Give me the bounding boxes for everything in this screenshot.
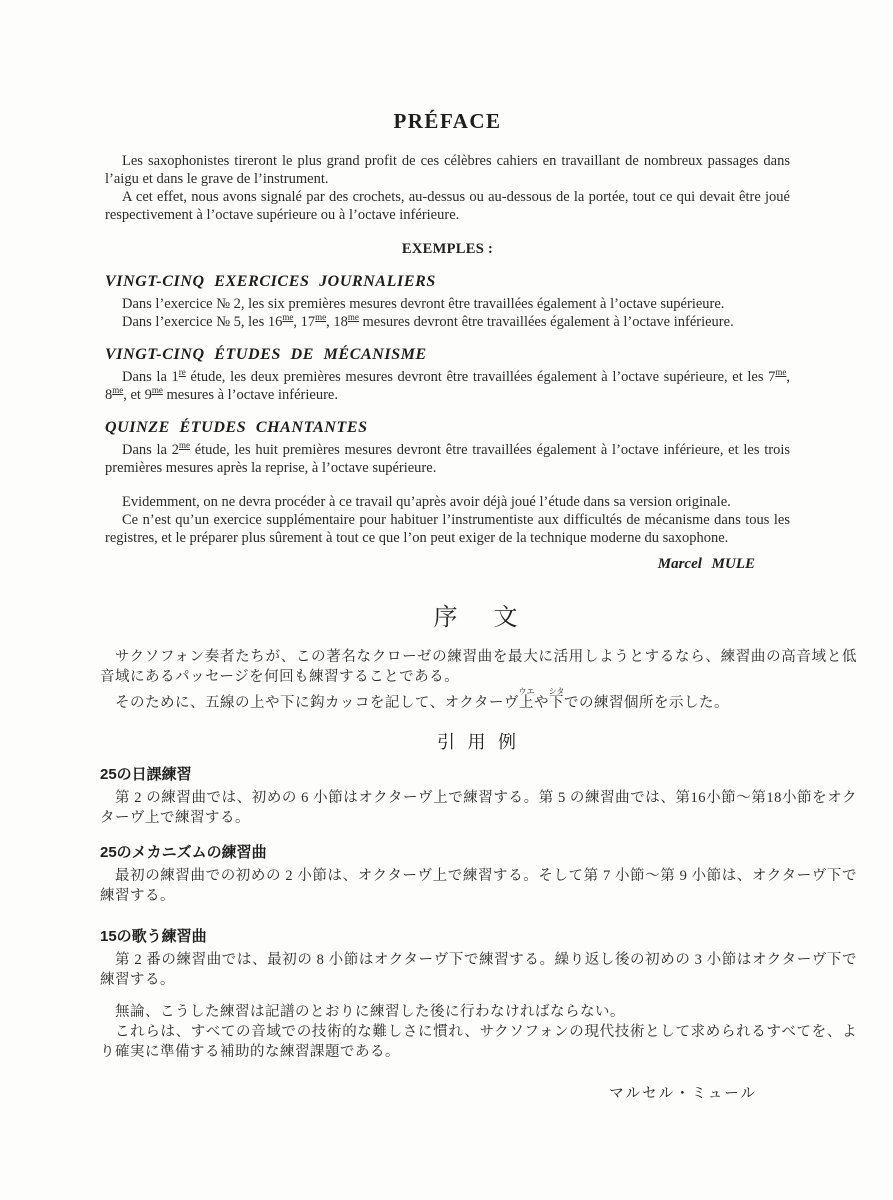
section-heading-etudes-mecanisme: VINGT-CINQ ÉTUDES DE MÉCANISME: [105, 346, 427, 363]
japanese-paragraph-1: サクソフォン奏者たちが、この著名なクローゼの練習曲を最大に活用しようとするなら、練習曲の高音域と低音域にあるパッセージを何回も練習することである。: [100, 649, 857, 685]
japanese-signature: マルセル・ミュール: [609, 1086, 757, 1102]
section-etudes-chantantes: [105, 418, 790, 477]
french-signature: Marcel MULE: [657, 556, 755, 572]
japanese-closing-paragraph-1: 無論、こうした練習は記譜のとおりに練習した後に行わなければならない。: [115, 1004, 625, 1020]
section-heading-etudes-chantantes: QUINZE ÉTUDES CHANTANTES: [105, 419, 368, 436]
section-25-daily-exercises: [100, 766, 857, 828]
french-paragraph-1: Les saxophonistes tireront le plus grand profit de ces célèbres cahiers en travaillant de nombreux passages dans l’aigu et dans le grave de l’instrument.: [105, 153, 790, 187]
section-heading-25-daily-exercises: 25の日課練習: [100, 766, 192, 783]
section-text: 第 2 の練習曲では、初めの 6 小節はオクターヴ上で練習する。第 5 の練習曲では、第16小節〜第18小節をオクターヴ上で練習する。: [100, 790, 857, 826]
section-heading-25-mechanism-etudes: 25のメカニズムの練習曲: [100, 844, 267, 861]
section-exercices-journaliers: [105, 272, 790, 331]
french-preface-section: [105, 108, 790, 573]
section-text: 第 2 番の練習曲では、最初の 8 小節はオクターヴ下で練習する。繰り返し後の初めの 3 小節はオクターヴ下で練習する。: [100, 952, 857, 988]
examples-heading: EXEMPLES :: [401, 241, 494, 257]
section-text: 最初の練習曲での初めの 2 小節は、オクターヴ上で練習する。そして第 7 小節〜第 9 小節は、オクターヴ下で練習する。: [100, 868, 857, 904]
section-25-mechanism-etudes: [100, 844, 857, 906]
section-15-singing-etudes: [100, 928, 857, 990]
section-line: Dans l’exercice № 5, les $16^{me}$, $17^{me}$, $18^{me}$ mesures devront être travaillées également à l’octave inférieure.: [122, 312, 734, 330]
french-closing-paragraph-1: Evidemment, on ne devra procéder à ce travail qu’après avoir déjà joué l’étude dans sa version originale.: [122, 494, 731, 510]
section-line: Dans l’exercice № 2, les six premières mesures devront être travaillées également à l’octave supérieure.: [122, 296, 725, 312]
section-etudes-mecanisme: [105, 345, 790, 404]
japanese-paragraph-2: そのために、五線の上や下に鈎カッコを記して、オクターヴ上ウエや下シタでの練習個所を示した。: [115, 687, 729, 711]
french-paragraph-2: A cet effet, nous avons signalé par des crochets, au-dessus ou au-dessous de la portée, tout ce qui devait être joué respectivement à l’octave supérieure ou à l’octave inférieure.: [105, 189, 790, 223]
section-line: Dans la 1re étude, les deux premières mesures devront être travaillées également à l’octave supérieure, et les $7^{me}$, $8^{me}$, et $9^{me}$ mesures à l’octave inférieure.: [105, 367, 791, 403]
japanese-examples-heading: 引 用 例: [437, 732, 520, 752]
section-line: Dans la $2^{me}$ étude, les huit premières mesures devront être travaillées également à l’octave inférieure, et les trois premières mesures après la reprise, à l’octave supérieure.: [105, 440, 790, 476]
japanese-preface-title: 序 文: [433, 605, 524, 631]
french-closing-paragraph-2: Ce n’est qu’un exercice supplémentaire pour habituer l’instrumentiste aux difficultés de mécanisme dans tous les registres, et le préparer plus sûrement à tout ce que l’on peut exiger de la technique moderne du saxophone.: [105, 512, 790, 546]
section-heading-15-singing-etudes: 15の歌う練習曲: [100, 928, 207, 945]
section-heading-exercices-journaliers: VINGT-CINQ EXERCICES JOURNALIERS: [105, 273, 436, 290]
japanese-closing-paragraph-2: これらは、すべての音域での技術的な難しさに慣れ、サクソフォンの現代技術として求められるすべてを、より確実に準備する補助的な練習課題である。: [100, 1024, 857, 1060]
japanese-preface-section: [100, 603, 857, 1104]
preface-title: PRÉFACE: [393, 109, 502, 133]
